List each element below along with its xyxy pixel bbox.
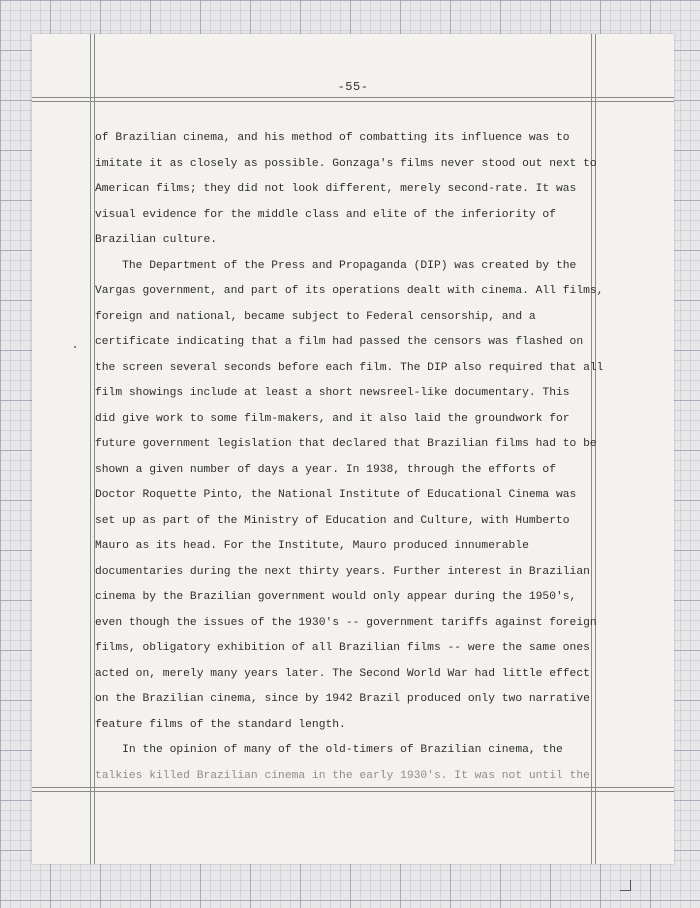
text-line: of Brazilian cinema, and his method of combatting its influence was to (95, 132, 570, 144)
text-line: the screen several seconds before each film. The DIP also required that all (95, 361, 604, 374)
text-line: foreign and national, became subject to Federal censorship, and a (95, 310, 536, 323)
text-line: film showings include at least a short newsreel-like documentary. This (95, 387, 570, 399)
text-line: Mauro as its head. For the Institute, Mauro produced innumerable (95, 540, 529, 552)
body-text (95, 126, 604, 789)
text-line: American films; they did not look different, merely second-rate. It was (95, 183, 577, 195)
stray-mark (74, 346, 76, 348)
page-number: -55- (337, 80, 369, 94)
text-line: cinema by the Brazilian government would only appear during the 1950's, (95, 591, 577, 603)
text-line: documentaries during the next thirty years. Further interest in Brazilian (95, 565, 590, 578)
text-line: films, obligatory exhibition of all Brazilian films -- were the same ones (95, 642, 590, 654)
text-line: feature films of the standard length. (95, 718, 346, 731)
text-line: shown a given number of days a year. In 1938, through the efforts of (95, 463, 556, 476)
text-line: imitate it as closely as possible. Gonzaga's films never stood out next to (95, 157, 597, 170)
text-line: even though the issues of the 1930's -- government tariffs against foreign (95, 616, 597, 629)
text-line: future government legislation that declared that Brazilian films had to be (95, 438, 597, 450)
text-line: Vargas government, and part of its operations dealt with cinema. All films, (95, 285, 604, 297)
text-line: Brazilian culture. (95, 234, 218, 246)
text-line: certificate indicating that a film had passed the censors was flashed on (95, 336, 584, 348)
top-margin-rule (32, 97, 674, 102)
text-line: In the opinion of many of the old-timers of Brazilian cinema, the (95, 744, 563, 756)
text-line: The Department of the Press and Propaganda (DIP) was created by the (95, 259, 577, 272)
text-line: acted on, merely many years later. The Second World War had little effect (95, 667, 590, 680)
text-line: did give work to some film-makers, and it also laid the groundwork for (95, 412, 570, 425)
text-line: Doctor Roquette Pinto, the National Institute of Educational Cinema was (95, 489, 577, 501)
text-line: visual evidence for the middle class and elite of the inferiority of (95, 208, 556, 221)
text-line: on the Brazilian cinema, since by 1942 Brazil produced only two narrative (95, 693, 590, 705)
corner-mark (620, 880, 631, 891)
text-line: set up as part of the Ministry of Education and Culture, with Humberto (95, 514, 570, 527)
text-line: talkies killed Brazilian cinema in the early 1930's. It was not until the (95, 769, 590, 782)
